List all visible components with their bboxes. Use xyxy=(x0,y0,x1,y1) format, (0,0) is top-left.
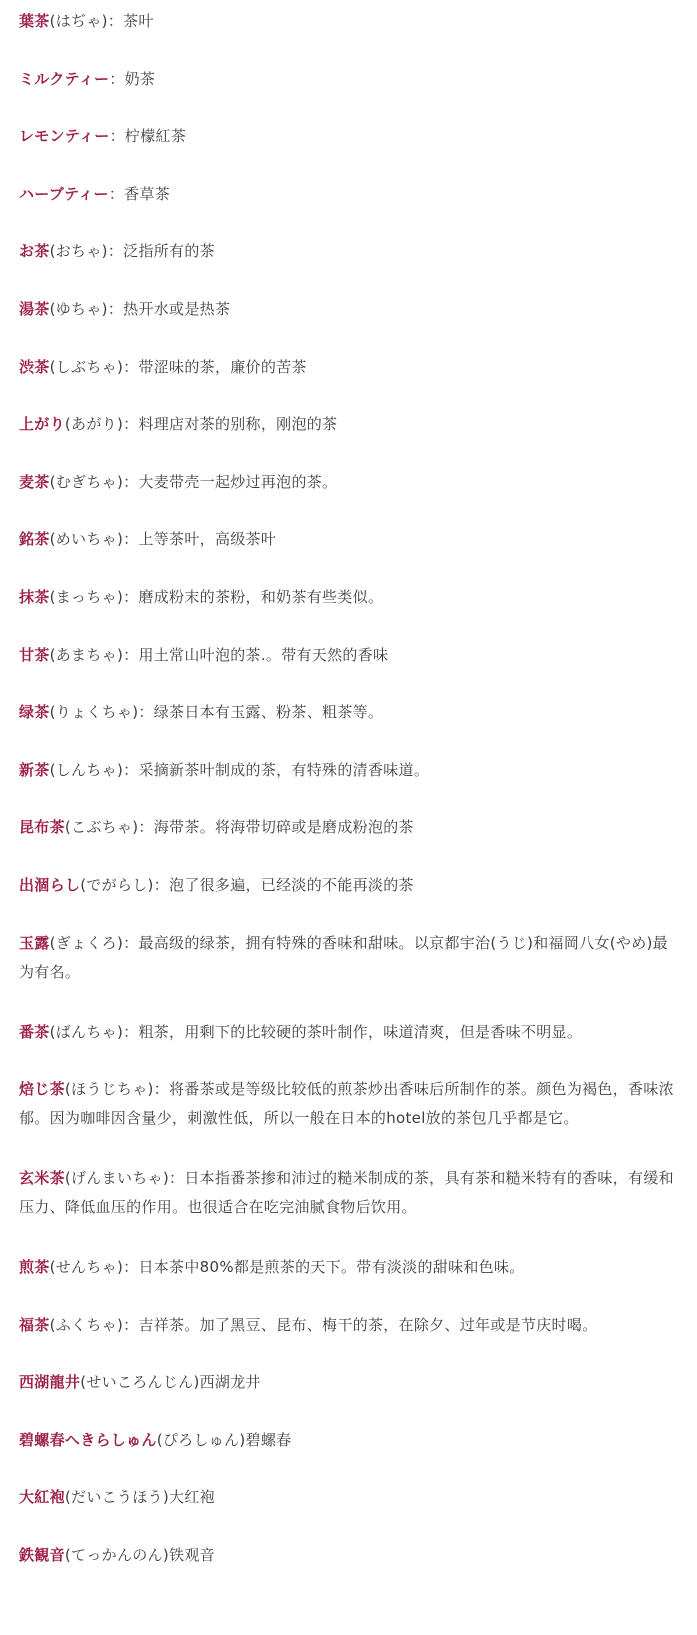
entry-term: 抹茶 xyxy=(19,587,50,606)
entry-separator: ： xyxy=(169,1169,185,1188)
entry-reading: (げんまいちゃ) xyxy=(64,1169,170,1188)
entry-definition: 最高级的绿茶，拥有特殊的香味和甜味。以京都宇治(うじ)和福岡八女(やめ)最为有名。 xyxy=(19,933,668,981)
entry-term: 焙じ茶 xyxy=(19,1080,65,1099)
glossary-entry xyxy=(19,180,679,209)
entry-separator: ： xyxy=(109,127,125,146)
entry-reading: (せんちゃ) xyxy=(49,1258,124,1277)
entry-term: ミルクティー xyxy=(19,69,110,88)
entry-definition: 大红袍 xyxy=(169,1488,215,1507)
entry-term: 甘茶 xyxy=(19,645,50,664)
entry-separator: ： xyxy=(138,818,154,837)
entry-reading: (てっかんのん) xyxy=(64,1546,170,1565)
entry-reading: (はぢゃ) xyxy=(49,12,108,30)
entry-separator: ： xyxy=(123,357,139,376)
entry-term: 绿茶 xyxy=(19,703,50,722)
entry-reading: (しんちゃ) xyxy=(49,760,124,779)
entry-separator: ： xyxy=(107,242,124,261)
entry-definition: 西湖龙井 xyxy=(199,1373,261,1392)
entry-separator: ： xyxy=(153,1080,170,1099)
entry-separator: ： xyxy=(123,530,139,549)
entry-separator: ： xyxy=(107,299,124,318)
entry-reading: (ふくちゃ) xyxy=(49,1315,124,1334)
glossary-entry xyxy=(19,295,679,324)
glossary-entry xyxy=(19,1253,679,1282)
entry-term: 麦茶 xyxy=(19,472,50,491)
entry-reading: (ぎょくろ) xyxy=(49,933,124,952)
glossary-entry xyxy=(19,65,679,94)
entry-term: 西湖龍井 xyxy=(19,1373,81,1392)
entry-definition: 磨成粉末的茶粉，和奶茶有些类似。 xyxy=(138,587,384,606)
glossary-entry xyxy=(19,410,679,439)
entry-reading: (ばんちゃ) xyxy=(49,1022,124,1041)
glossary-entry xyxy=(19,871,679,900)
entry-term: レモンティー xyxy=(19,127,110,146)
entry-separator: ： xyxy=(123,415,139,434)
entry-definition: 采摘新茶叶制成的茶，有特殊的清香味道。 xyxy=(138,760,430,779)
entry-term: 玉露 xyxy=(19,933,50,952)
entry-term: 大紅袍 xyxy=(19,1488,65,1507)
entry-separator: ： xyxy=(109,69,125,88)
glossary-entry xyxy=(19,641,679,670)
entry-definition: 碧螺春 xyxy=(245,1430,292,1449)
entry-definition: 日本指番茶掺和沛过的糙米制成的茶，具有茶和糙米特有的香味，有缓和压力、降低血压的作用。也很适合在吃完油腻食物后饮用。 xyxy=(19,1169,674,1217)
entry-definition: 泛指所有的茶 xyxy=(123,242,215,261)
entry-term: 玄米茶 xyxy=(19,1169,65,1188)
entry-reading: (りょくちゃ) xyxy=(49,703,139,722)
glossary-entry xyxy=(19,468,679,497)
entry-separator: ： xyxy=(123,587,139,606)
glossary-entry xyxy=(19,1426,679,1455)
entry-term: 出涸らし xyxy=(19,875,81,894)
glossary-entry xyxy=(19,353,679,382)
glossary-entry xyxy=(19,122,679,151)
entry-term: 銘茶 xyxy=(19,530,50,549)
entry-term: 煎茶 xyxy=(19,1258,50,1277)
entry-separator: ： xyxy=(108,184,125,203)
entry-separator: ： xyxy=(123,645,139,664)
glossary-entry xyxy=(19,1483,679,1512)
entry-reading: (せいころんじん) xyxy=(80,1373,200,1392)
glossary-entry xyxy=(19,756,679,785)
entry-reading: (だいこうほう) xyxy=(64,1488,170,1507)
entry-definition: 泡了很多遍，已经淡的不能再淡的茶 xyxy=(169,875,414,894)
glossary-entry xyxy=(19,7,679,36)
entry-separator: ： xyxy=(123,472,139,491)
entry-definition: 绿茶日本有玉露、粉茶、粗茶等。 xyxy=(153,703,384,722)
entry-separator: ： xyxy=(138,703,154,722)
entry-separator: ： xyxy=(123,760,139,779)
glossary-entry xyxy=(19,698,679,727)
entry-term: お茶 xyxy=(19,242,50,261)
entry-reading: (まっちゃ) xyxy=(49,587,124,606)
glossary-entry xyxy=(19,1368,679,1397)
entry-reading: (こぶちゃ) xyxy=(64,818,139,837)
entry-reading: (ぴろしゅん) xyxy=(156,1430,246,1449)
entry-term: 湯茶 xyxy=(19,299,50,318)
glossary-entry xyxy=(19,237,679,266)
glossary-entry xyxy=(19,525,679,554)
entry-reading: (ほうじちゃ) xyxy=(64,1080,154,1099)
glossary-entry xyxy=(19,1075,679,1133)
glossary-entry xyxy=(19,1311,679,1340)
entry-separator: ： xyxy=(123,1258,139,1277)
entry-definition: 香草茶 xyxy=(124,184,171,203)
entry-term: 福茶 xyxy=(19,1315,50,1334)
entry-definition: 柠檬紅茶 xyxy=(124,127,187,146)
glossary-entry xyxy=(19,1164,679,1222)
entry-term: 鉄観音 xyxy=(19,1546,65,1565)
entry-definition: 茶叶 xyxy=(123,12,154,30)
entry-term: 番茶 xyxy=(19,1022,50,1041)
entry-reading: (でがらし) xyxy=(80,875,154,894)
entry-reading: (おちゃ) xyxy=(49,242,108,261)
entry-term: 昆布茶 xyxy=(19,818,65,837)
glossary-entry xyxy=(19,1541,679,1570)
entry-term: 新茶 xyxy=(19,760,50,779)
entry-definition: 日本茶中80%都是煎茶的天下。带有淡淡的甜味和色味。 xyxy=(138,1258,525,1277)
entry-separator: ： xyxy=(123,1022,139,1041)
entry-definition: 料理店对茶的别称，刚泡的茶 xyxy=(138,415,338,434)
entry-term: 渋茶 xyxy=(19,357,50,376)
entry-separator: ： xyxy=(123,1315,139,1334)
entry-reading: (あまちゃ) xyxy=(49,645,124,664)
entry-definition: 上等茶叶，高级茶叶 xyxy=(138,530,277,549)
entry-term: 葉茶 xyxy=(19,12,50,30)
entry-separator: ： xyxy=(153,875,170,894)
entry-term: ハーブティー xyxy=(19,184,109,203)
entry-definition: 大麦带壳一起炒过再泡的茶。 xyxy=(138,472,338,491)
entry-reading: (めいちゃ) xyxy=(49,530,124,549)
glossary-entry xyxy=(19,1018,679,1047)
entry-term: 上がり xyxy=(19,415,65,434)
entry-reading: (しぶちゃ) xyxy=(49,357,124,376)
entry-definition: 带涩味的茶，廉价的苦茶 xyxy=(138,357,307,376)
entry-definition: 粗茶，用剩下的比较硬的茶叶制作，味道清爽，但是香味不明显。 xyxy=(138,1022,583,1041)
entry-definition: 铁观音 xyxy=(169,1546,215,1565)
entry-reading: (あがり) xyxy=(64,415,124,434)
entry-definition: 吉祥茶。加了黑豆、昆布、梅干的茶，在除夕、过年或是节庆时喝。 xyxy=(138,1315,598,1334)
entry-separator: ： xyxy=(123,933,139,952)
entry-reading: (ゆちゃ) xyxy=(49,299,108,318)
entry-definition: 热开水或是热茶 xyxy=(123,299,231,318)
glossary-entry xyxy=(19,813,679,842)
entry-reading: (むぎちゃ) xyxy=(49,472,124,491)
entry-definition: 海带茶。将海带切碎或是磨成粉泡的茶 xyxy=(153,818,414,837)
entry-term: 碧螺春へきらしゅん xyxy=(19,1430,157,1449)
glossary-entry xyxy=(19,583,679,612)
entry-definition: 奶茶 xyxy=(124,69,156,88)
entry-definition: 将番茶或是等级比较低的煎茶炒出香味后所制作的茶。颜色为褐色，香味浓郁。因为咖啡因含量少，刺激性低，所以一般在日本的hotel放的茶包几乎都是它。 xyxy=(19,1080,674,1128)
entry-separator: ： xyxy=(107,12,124,30)
entry-definition: 用土常山叶泡的茶.。带有天然的香味 xyxy=(138,645,389,664)
glossary-entry xyxy=(19,929,679,987)
